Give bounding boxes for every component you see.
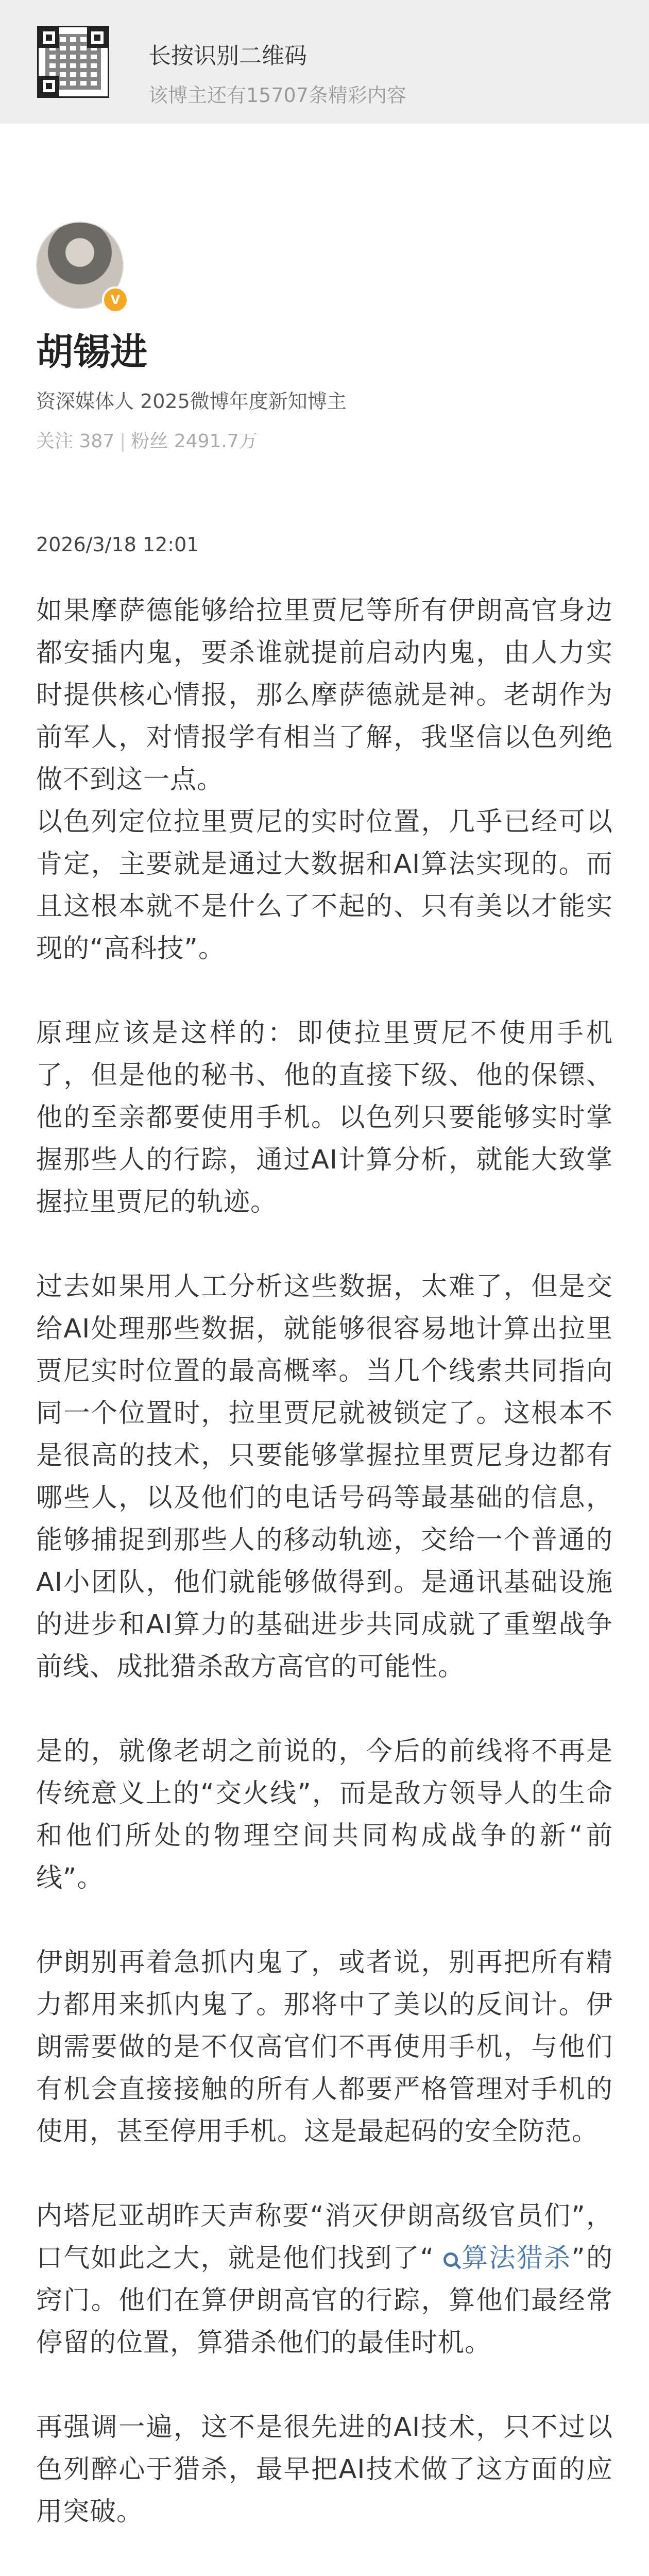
verified-badge-icon: V [102,286,129,313]
banner-subtitle: 该博主还有15707条精彩内容 [148,84,406,107]
paragraph-2: 以色列定位拉里贾尼的实时位置，几乎已经可以肯定，主要就是通过大数据和AI算法实现的。而且这根本就不是什么了不起的、只有美以才能实现的“高科技”。 [36,807,613,964]
paragraph-6: 伊朗别再着急抓内鬼了，或者说，别再把所有精力都用来抓内鬼了。那将中了美以的反间计。伊朗需要做的是不仅高官们不再使用手机，与他们有机会直接接触的所有人都要严格管理对手机的使用，甚至停用手机。这是最起码的安全防范。 [36,1947,613,2147]
paragraph-1: 如果摩萨德能够给拉里贾尼等所有伊朗高官身边都安插内鬼，要杀谁就提前启动内鬼，由人力实时提供核心情报，那么摩萨德就是神。老胡作为前军人，对情报学有相当了解，我坚信以色列绝做不到这一点。 [36,596,613,795]
post-timestamp: 2026/3/18 12:01 [36,533,199,556]
paragraph-7: 内塔尼亚胡昨天声称要“消灭伊朗高级官员们”，口气如此之大，就是他们找到了“ 算法猎杀”的窍门。他们在算伊朗高官的行踪，算他们最经常停留的位置，算猎杀他们的最佳时机。 [36,2201,613,2358]
banner-title: 长按识别二维码 [148,43,307,69]
paragraph-4: 过去如果用人工分析这些数据，太难了，但是交给AI处理那些数据，就能够很容易地计算出拉里贾尼实时位置的最高概率。当几个线索共同指向同一个位置时，拉里贾尼就被锁定了。这根本不是很高的技术，只要能够掌握拉里贾尼身边都有哪些人，以及他们的电话号码等最基础的信息，能够捕捉到那些人的移动轨迹，交给一个普通的AI小团队，他们就能够做得到。是通讯基础设施的进步和AI算力的基础进步共同成就了重塑战争前线、成批猎杀敌方高官的可能性。 [36,1272,613,1682]
user-name[interactable]: 胡锡进 [36,330,148,374]
qr-code-icon[interactable] [37,26,109,98]
fans-count[interactable]: 粉丝 2491.7万 [131,431,258,452]
follow-count[interactable]: 关注 387 [36,431,115,452]
paragraph-8: 再强调一遍，这不是很先进的AI技术，只不过以色列醉心于猎杀，最早把AI技术做了这方面的应用突破。 [36,2412,613,2527]
topic-link-algorithm-hunt[interactable]: 算法猎杀 [434,2243,571,2274]
user-stats [36,427,258,453]
post-body [36,590,613,2576]
paragraph-3: 原理应该是这样的：即使拉里贾尼不使用手机了，但是他的秘书、他的直接下级、他的保镖、他的至亲都要使用手机。以色列只要能够实时掌握那些人的行踪，通过AI计算分析，就能大致掌握拉里贾尼的轨迹。 [36,1018,613,1217]
search-icon [443,2252,458,2267]
stats-separator: | [119,431,126,452]
user-description: 资深媒体人 2025微博年度新知博主 [36,390,347,413]
paragraph-5: 是的，就像老胡之前说的，今后的前线将不再是传统意义上的“交火线”，而是敌方领导人的生命和他们所处的物理空间共同构成战争的新“前线”。 [36,1736,613,1893]
